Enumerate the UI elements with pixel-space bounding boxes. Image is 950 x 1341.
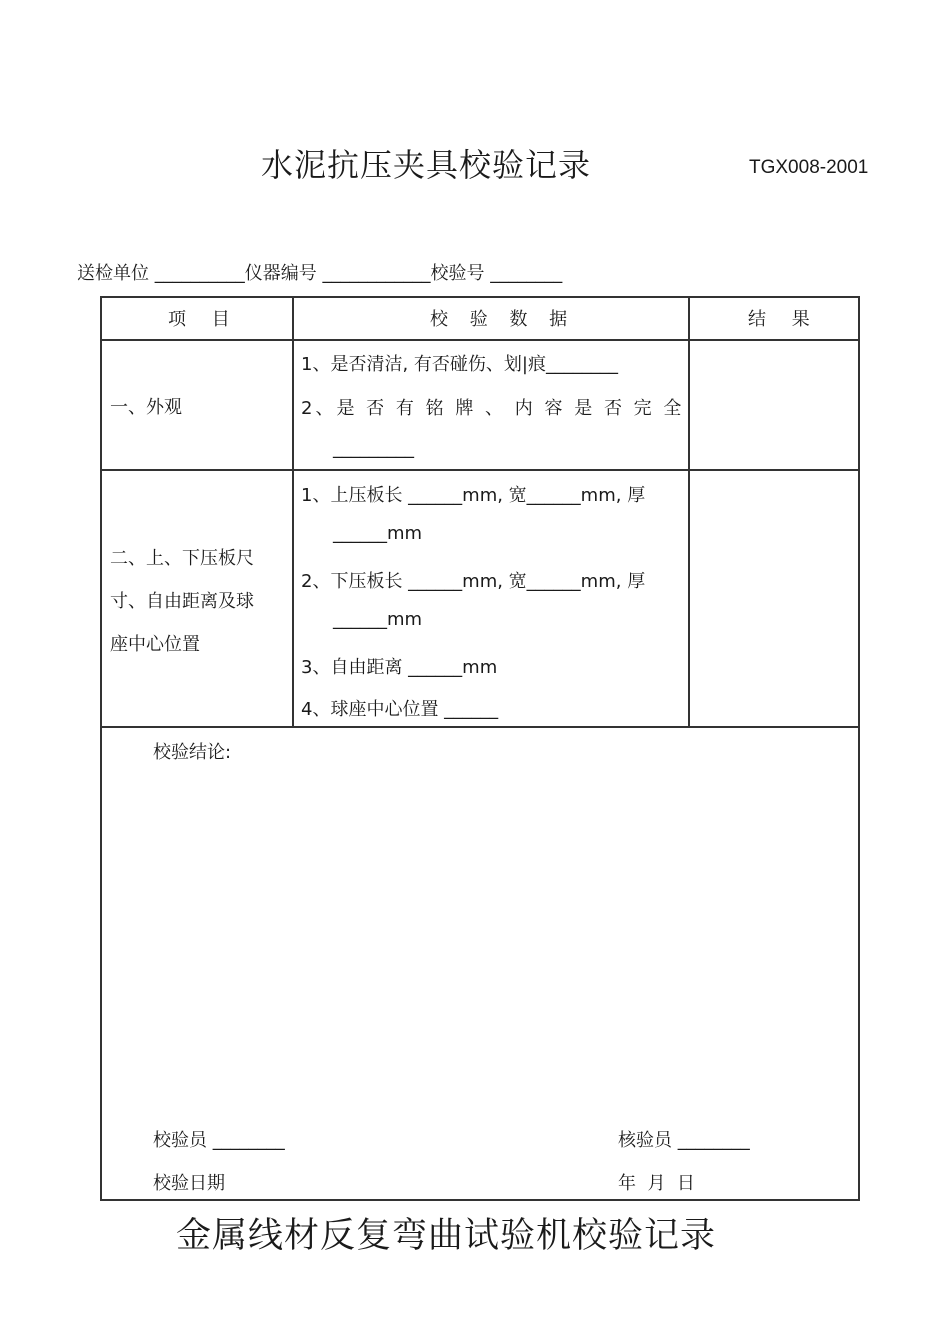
row-divider-1 <box>100 469 860 471</box>
table-border-left <box>100 296 102 1200</box>
row2-line5: 3、自由距离 ______mm <box>301 657 498 678</box>
table-border-top <box>100 296 860 298</box>
col-header-item: 项 目 <box>168 309 240 330</box>
page-title: 水泥抗压夹具校验记录 <box>261 146 592 184</box>
row1-line2: 2、是 否 有 铭 牌 、 内 容 是 否 完 全 <box>301 398 685 419</box>
row1-line3: _________ <box>333 438 414 459</box>
row-divider-header <box>100 339 860 341</box>
date-value: 年 月 日 <box>618 1173 695 1194</box>
row2-line6: 4、球座中心位置 ______ <box>301 699 499 720</box>
row2-item-line2: 寸、自由距离及球 <box>110 591 254 612</box>
row2-line2: ______mm <box>333 523 423 544</box>
col-header-result: 结 果 <box>748 309 820 330</box>
row2-item-line1: 二、上、下压板尺 <box>110 548 254 569</box>
checker-label: 核验员 ________ <box>618 1130 750 1151</box>
meta-line <box>77 259 562 285</box>
row2-item-line3: 座中心位置 <box>110 634 200 655</box>
conclusion-label: 校验结论: <box>153 742 232 763</box>
row1-line1: 1、是否清洁, 有否碰伤、划|痕________ <box>301 354 618 375</box>
check-no-label: 校验号 <box>430 263 485 284</box>
instrument-value: ____________ <box>322 263 431 284</box>
next-section-title: 金属线材反复弯曲试验机校验记录 <box>176 1216 717 1256</box>
row1-item: 一、外观 <box>110 397 182 418</box>
inspector-label: 校验员 ________ <box>153 1130 285 1151</box>
unit-value: __________ <box>154 263 245 284</box>
col-divider-2 <box>688 296 690 727</box>
table-border-bottom <box>100 1199 860 1201</box>
row2-line3: 2、下压板长 ______mm, 宽______mm, 厚 <box>301 571 646 592</box>
row2-line1: 1、上压板长 ______mm, 宽______mm, 厚 <box>301 485 646 506</box>
instrument-label: 仪器编号 <box>244 263 317 284</box>
table-border-right <box>858 296 860 1200</box>
col-header-data: 校 验 数 据 <box>430 309 576 330</box>
document-code: TGX008-2001 <box>749 157 869 178</box>
check-no-value: ________ <box>490 263 563 284</box>
row-divider-2 <box>100 726 860 728</box>
col-divider-1 <box>292 296 294 727</box>
date-label: 校验日期 <box>153 1173 225 1194</box>
unit-label: 送检单位 <box>77 263 149 284</box>
row2-line4: ______mm <box>333 609 423 630</box>
